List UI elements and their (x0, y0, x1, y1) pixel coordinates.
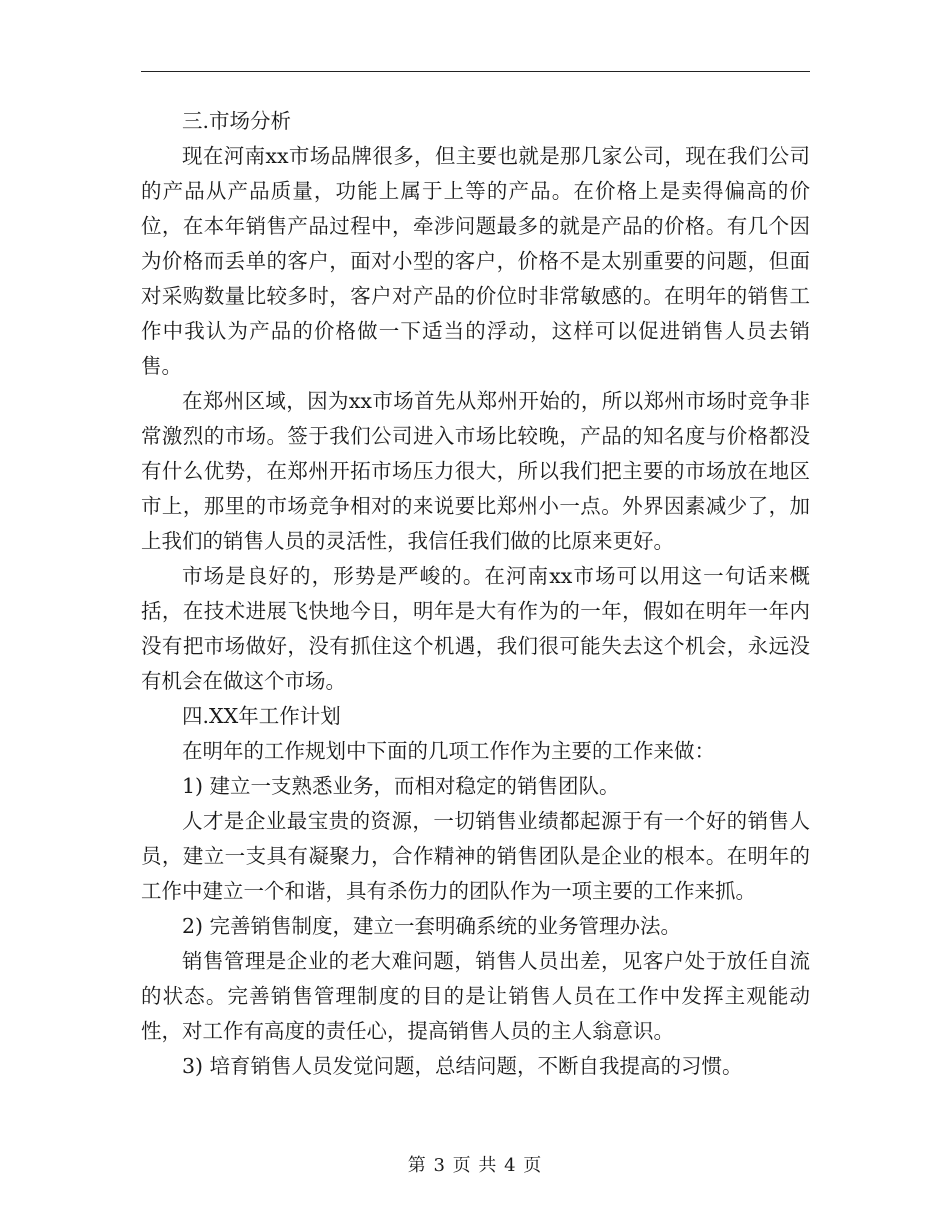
paragraph-sales-management: 销售管理是企业的老大难问题，销售人员出差，见客户处于放任自流的状态。完善销售管理制度的目的是让销售人员在工作中发挥主观能动性，对工作有高度的责任心，提高销售人员的主人翁意识。 (141, 949, 810, 1043)
section-heading-work-plan: 四.XX年工作计划 (182, 704, 341, 728)
page-footer: 第 3 页 共 4 页 (407, 1155, 543, 1176)
paragraph-team-building: 人才是企业最宝贵的资源，一切销售业绩都起源于有一个好的销售人员，建立一支具有凝聚力，合作精神的销售团队是企业的根本。在明年的工作中建立一个和谐，具有杀伤力的团队作为一项主要的工作来抓。 (141, 809, 810, 903)
list-item-plan-3: 3) 培育销售人员发觉问题，总结问题，不断自我提高的习惯。 (182, 1054, 743, 1078)
section-heading-market-analysis: 三.市场分析 (182, 109, 292, 133)
document-body (141, 104, 810, 1084)
list-item-plan-1: 1) 建立一支熟悉业务，而相对稳定的销售团队。 (182, 774, 620, 798)
header-rule (141, 71, 810, 72)
paragraph-market-brands: 现在河南xx市场品牌很多，但主要也就是那几家公司，现在我们公司的产品从产品质量，功能上属于上等的产品。在价格上是卖得偏高的价位，在本年销售产品过程中，牵涉问题最多的就是产品的价格。有几个因为价格而丢单的客户，面对小型的客户，价格不是太别重要的问题，但面对采购数量比较多时，客户对产品的价位时非常敏感的。在明年的销售工作中我认为产品的价格做一下适当的浮动，这样可以促进销售人员去销售。 (141, 144, 810, 378)
paragraph-zhengzhou-region: 在郑州区域，因为xx市场首先从郑州开始的，所以郑州市场时竞争非常激烈的市场。签于我们公司进入市场比较晚，产品的知名度与价格都没有什么优势，在郑州开拓市场压力很大，所以我们把主要的市场放在地区市上，那里的市场竞争相对的来说要比郑州小一点。外界因素减少了，加上我们的销售人员的灵活性，我信任我们做的比原来更好。 (141, 389, 810, 553)
paragraph-market-outlook: 市场是良好的，形势是严峻的。在河南xx市场可以用这一句话来概括，在技术进展飞快地今日，明年是大有作为的一年，假如在明年一年内没有把市场做好，没有抓住这个机遇，我们很可能失去这个机会，永远没有机会在做这个市场。 (141, 564, 810, 693)
paragraph-plan-intro: 在明年的工作规划中下面的几项工作作为主要的工作来做： (182, 739, 715, 763)
list-item-plan-2: 2) 完善销售制度，建立一套明确系统的业务管理办法。 (182, 914, 682, 938)
